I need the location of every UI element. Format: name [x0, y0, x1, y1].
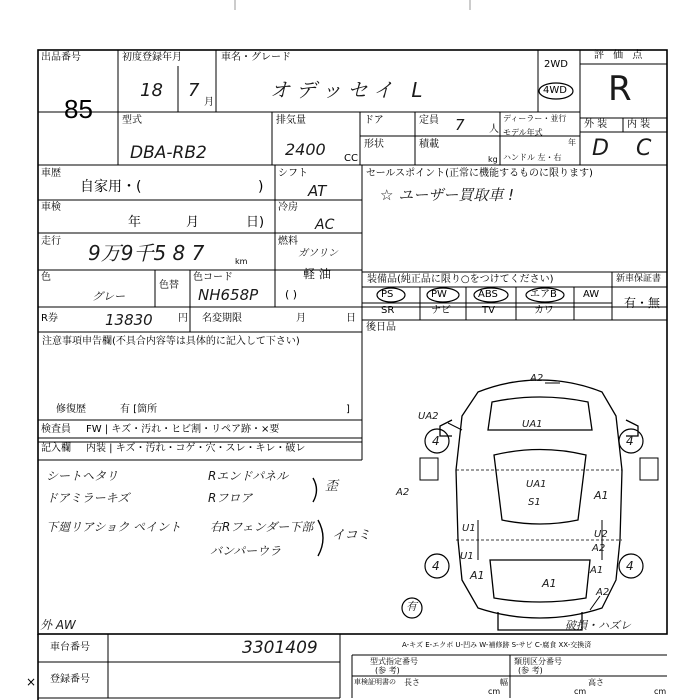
int-label: 内 装: [627, 119, 651, 130]
car-name-value: オデッセイ L: [270, 78, 429, 102]
shift-label: シフト: [278, 168, 308, 179]
registration-label: 登録番号: [50, 674, 90, 685]
repair-value: 有 [箇所: [120, 404, 158, 415]
drive-4wd: 4WD: [543, 85, 567, 96]
equip-airbag: エアB: [530, 289, 557, 300]
warranty-value: 有・無: [624, 296, 661, 310]
year-suffix: 年: [568, 138, 576, 147]
sales-point-value: ☆ ユーザー買取車 !: [380, 186, 514, 204]
note-seat: シートヘタリ: [46, 469, 119, 483]
mark-damage: 破損・ハズレ: [565, 619, 631, 632]
mark-a1-right: A1: [594, 489, 609, 502]
note-end-panel: Rエンドパネル: [208, 469, 289, 483]
cancel-date-label: 名変期限: [202, 313, 242, 324]
mileage-value: 9万9千5 8 7: [88, 241, 205, 265]
repair-label: 修復歴: [56, 404, 86, 415]
note-outer-aw: 外 AW: [40, 618, 76, 632]
fuel-label: 燃料: [278, 236, 298, 247]
mark-u1-left: U1: [462, 523, 476, 534]
equip-tv: TV: [482, 305, 495, 316]
load-label: 積載: [419, 139, 439, 150]
capacity-label: 定員: [419, 115, 439, 126]
lot-label: 出品番号: [41, 52, 81, 63]
note-distortion: 歪: [325, 479, 339, 494]
length-label: 長さ: [404, 678, 420, 687]
mark-a1-rear-right: A1: [590, 565, 604, 576]
grade-label: 評 価 点: [594, 50, 646, 61]
mark-a2-top: A2: [530, 373, 544, 384]
first-reg-year: 18: [140, 80, 163, 101]
color-label: 色: [41, 272, 51, 283]
chassis-value: 3301409: [242, 638, 318, 658]
inspector-row-2: 内装 | キズ・汚れ・コゲ・穴・スレ・キレ・破レ: [86, 443, 306, 454]
car-name-label: 車名・グレード: [221, 52, 291, 63]
ext-label: 外 装: [584, 119, 608, 130]
inspector-label-1: 検査員: [41, 424, 71, 435]
dealer-label: ディーラー・並行: [503, 114, 567, 123]
displacement-value: 2400: [285, 140, 326, 159]
mark-u1-rear: U1: [460, 551, 474, 562]
mark-a2-rear: A2: [596, 587, 610, 598]
note-bumper: バンパーウラ: [210, 544, 282, 558]
fuel-gasoline: ガソリン: [298, 248, 338, 259]
equip-navi: ナビ: [431, 305, 451, 316]
grade-value: R: [608, 69, 632, 109]
mark-a2-left: A2: [396, 487, 410, 498]
model-year-label: モデル年式: [503, 128, 543, 137]
recycle-value: 13830: [105, 311, 153, 329]
inspection-year: 年: [128, 215, 142, 230]
mark-ua1-roof: UA1: [526, 479, 547, 490]
int-value: C: [636, 136, 652, 161]
height-label: 高さ: [588, 678, 604, 687]
chassis-label: 車台番号: [50, 642, 90, 653]
mark-a1-rear-left: A1: [470, 569, 485, 582]
mark-4-rr: 4: [626, 559, 634, 573]
usage-label: 車歴: [41, 168, 61, 179]
equip-abs: ABS: [478, 289, 498, 300]
aircon-value: AC: [315, 217, 335, 233]
length-unit: cm: [488, 687, 501, 696]
drive-2wd: 2WD: [544, 59, 568, 70]
equip-pw: PW: [431, 289, 447, 300]
usage-close: ): [258, 179, 264, 195]
handle-label: ハンドル 左・右: [503, 153, 562, 162]
fuel-diesel: 軽 油: [303, 267, 331, 281]
shape-label: 形状: [364, 139, 384, 150]
note-dent: イコミ: [332, 528, 371, 543]
category-label: 類別区分番号: [514, 657, 562, 666]
aircon-label: 冷房: [278, 202, 298, 213]
vehicle-cert-label: 車検証明書の: [354, 678, 396, 686]
registration-prefix: ×: [26, 675, 37, 689]
mark-ari: 有: [406, 600, 417, 613]
inspector-label-2: 記入欄: [41, 443, 71, 454]
first-reg-month-unit: 月: [204, 97, 214, 108]
cancel-date-day: 日: [346, 313, 356, 324]
mileage-unit: km: [235, 257, 248, 266]
inspection-label: 車検: [41, 202, 61, 213]
note-r-floor: Rフロア: [208, 491, 253, 505]
mark-a1-rear: A1: [542, 577, 557, 590]
mark-a2-right: A2: [592, 543, 606, 554]
mark-ua2: UA2: [418, 411, 439, 422]
equip-leather: カワ: [534, 305, 554, 316]
doors-label: ドア: [364, 115, 384, 126]
capacity-unit: 人: [489, 124, 499, 135]
lot-number: 85: [64, 94, 93, 124]
ext-value: D: [592, 136, 609, 161]
model-value: DBA-RB2: [130, 143, 207, 163]
height-unit: cm: [654, 687, 667, 696]
equipment-label: 装備品(純正品に限り○をつけてください): [367, 274, 554, 285]
color-value: グレー: [92, 290, 125, 303]
displacement-label: 排気量: [276, 115, 306, 126]
type-designation-label: 型式指定番号: [370, 657, 418, 666]
inspection-day: 日): [246, 215, 265, 230]
recycle-label: R券: [41, 313, 58, 324]
width-label: 幅: [500, 678, 508, 687]
equip-ps: PS: [381, 289, 394, 300]
mileage-label: 走行: [41, 236, 61, 247]
shift-value: AT: [308, 182, 327, 200]
cancel-date-month: 月: [296, 313, 306, 324]
mark-4-fr: 4: [626, 434, 634, 448]
width-unit: cm: [574, 687, 587, 696]
note-mirror: ドアミラーキズ: [46, 491, 130, 505]
color-code-value: NH658P: [198, 286, 259, 304]
inspection-month: 月: [186, 215, 200, 230]
mark-4-fl: 4: [432, 434, 440, 448]
model-label: 型式: [122, 115, 142, 126]
back-seat-label: 後日品: [366, 322, 396, 333]
mark-4-rl: 4: [432, 559, 440, 573]
first-reg-month: 7: [188, 80, 200, 101]
remarks-label: 注意事項申告欄(不具合内容等は具体的に記入して下さい): [42, 336, 300, 347]
sales-point-label: セールスポイント(正常に機能するものに限ります): [366, 168, 593, 179]
color-code-label: 色コード: [193, 272, 233, 283]
diagram-legend: A-キズ E-エクボ U-凹み W-補修跡 S-サビ C-腐食 XX-交換済: [402, 641, 592, 649]
note-fender: 右Rフェンダー下部: [210, 520, 314, 534]
type-designation-ref: (参 考): [375, 666, 400, 675]
equip-aw: AW: [583, 289, 600, 300]
capacity-value: 7: [455, 116, 465, 134]
repair-close: ]: [346, 404, 350, 415]
first-reg-label: 初度登録年月: [122, 52, 182, 63]
displacement-unit: CC: [344, 153, 358, 164]
equip-sr: SR: [381, 305, 395, 316]
warranty-label: 新車保証書: [616, 274, 662, 284]
fuel-paren: ( ): [285, 288, 298, 301]
color-change-label: 色替: [159, 280, 179, 291]
mark-s1: S1: [528, 497, 541, 508]
mark-ua1-front: UA1: [522, 419, 543, 430]
load-unit: kg: [488, 155, 498, 164]
category-ref: (参 考): [518, 666, 543, 675]
usage-value: 自家用・(: [80, 179, 142, 195]
mark-u2: U2: [594, 529, 608, 540]
note-underbody: 下廻リアショク ペイント: [46, 520, 182, 534]
inspector-row-1: FW | キズ・汚れ・ヒビ割・リペア跡・×要: [86, 424, 280, 435]
recycle-unit: 円: [178, 313, 188, 324]
